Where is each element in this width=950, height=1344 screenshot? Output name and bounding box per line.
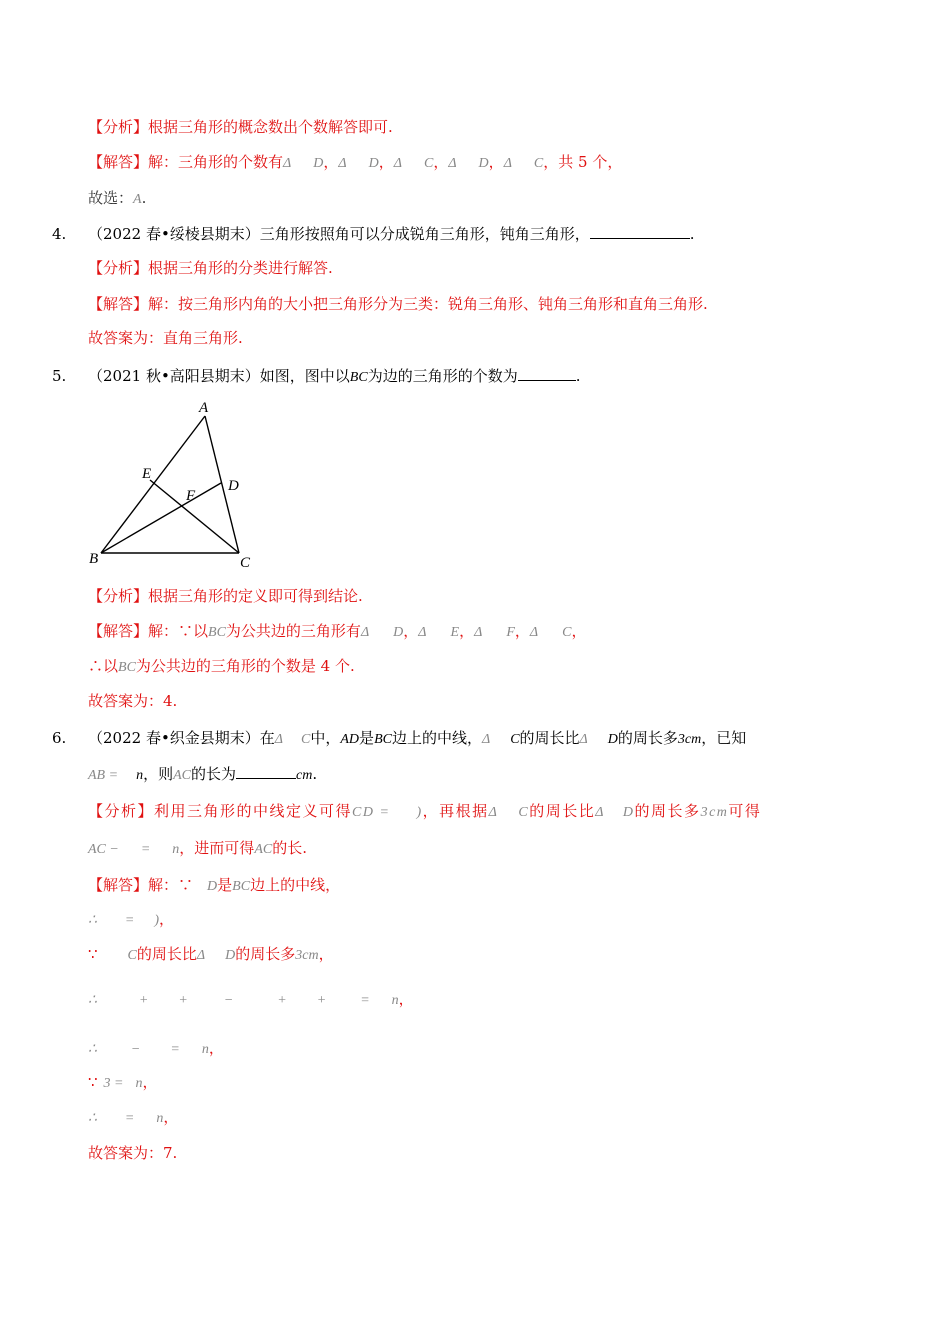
math-symbol: Δ bbox=[338, 156, 347, 171]
analysis-text: 根据三角形的定义即可得到结论. bbox=[148, 587, 363, 605]
answer-text: 边上的中线， bbox=[250, 876, 341, 894]
question-text bbox=[88, 224, 695, 244]
answer-text: 为公共边的三角形的个数是 4 个. bbox=[135, 657, 355, 675]
math-symbol: cm bbox=[295, 768, 313, 783]
question-body: 的长为 bbox=[190, 765, 236, 783]
math-symbol: = bbox=[140, 842, 151, 857]
math-symbol: − bbox=[223, 993, 234, 1008]
math-symbol: BC bbox=[349, 370, 368, 385]
math-symbol: F bbox=[506, 625, 515, 640]
separator: ， bbox=[142, 1073, 158, 1091]
math-symbol: AC − bbox=[88, 842, 119, 857]
separator: ， bbox=[433, 153, 449, 171]
question-body: 为边的三角形的个数为 bbox=[367, 367, 518, 385]
label-F: F bbox=[186, 488, 196, 504]
separator: ， bbox=[378, 153, 394, 171]
math-symbol: Δ bbox=[448, 156, 457, 171]
math-symbol: Δ bbox=[488, 805, 499, 820]
analysis-line bbox=[88, 586, 363, 606]
solution-step-7 bbox=[88, 1107, 178, 1129]
label-E: E bbox=[142, 466, 152, 482]
analysis-tag: 【分析】 bbox=[88, 118, 149, 136]
question-body: （2021 秋•高阳县期末）如图，图中以 bbox=[88, 367, 350, 385]
math-symbol: ∴ bbox=[88, 913, 97, 928]
question-body: 的周长比 bbox=[519, 729, 580, 747]
answer-tag: 【解答】 bbox=[88, 876, 149, 894]
analysis-text: ，再根据 bbox=[422, 802, 489, 820]
question-number: 4. bbox=[52, 225, 67, 243]
math-symbol: ) bbox=[416, 805, 423, 820]
math-symbol: C bbox=[127, 948, 137, 963]
math-symbol: 3cm bbox=[700, 805, 729, 820]
answer-text: ∵ bbox=[88, 945, 98, 963]
separator: ， bbox=[398, 990, 414, 1008]
math-symbol: Δ bbox=[360, 625, 370, 640]
math-symbol: n bbox=[156, 1111, 164, 1126]
math-symbol: C bbox=[510, 732, 520, 747]
edge-AB bbox=[101, 416, 205, 553]
question-end: . bbox=[575, 367, 581, 385]
math-symbol: Δ bbox=[196, 948, 206, 963]
answer-blank bbox=[590, 224, 690, 239]
math-symbol: + bbox=[277, 993, 287, 1008]
analysis-text: 的长. bbox=[272, 839, 307, 857]
math-symbol: = bbox=[170, 1042, 180, 1057]
math-symbol: n bbox=[391, 993, 399, 1008]
math-symbol: BC bbox=[232, 879, 251, 894]
question-body: ，则 bbox=[143, 765, 174, 783]
math-symbol: D bbox=[368, 156, 379, 171]
math-symbol: n bbox=[172, 842, 180, 857]
analysis-line-cont bbox=[88, 838, 307, 860]
answer-blank bbox=[518, 366, 576, 381]
math-symbol: C bbox=[301, 732, 311, 747]
separator: ， bbox=[403, 622, 419, 640]
math-symbol: C bbox=[423, 156, 434, 171]
question-body: 边上的中线， bbox=[391, 729, 482, 747]
answer-tag: 【解答】 bbox=[88, 622, 149, 640]
answer-text: ∴以 bbox=[88, 657, 119, 675]
answer-line bbox=[88, 294, 708, 314]
math-symbol: BC bbox=[208, 625, 226, 640]
answer-line bbox=[88, 152, 622, 174]
math-symbol: 3 = bbox=[103, 1076, 124, 1091]
question-body: 中， bbox=[310, 729, 341, 747]
math-symbol: D bbox=[607, 732, 618, 747]
answer-text: 解：∵以 bbox=[148, 622, 209, 640]
math-symbol: C bbox=[562, 625, 572, 640]
choice-prefix: 故选： bbox=[88, 189, 134, 207]
math-symbol: ∴ bbox=[88, 993, 97, 1008]
choice-letter: A bbox=[133, 192, 142, 207]
solution-step-4 bbox=[88, 989, 414, 1011]
analysis-tag: 【分析】 bbox=[88, 259, 149, 277]
label-A: A bbox=[199, 400, 209, 416]
label-B: B bbox=[89, 551, 99, 567]
choice-end: . bbox=[141, 189, 147, 207]
analysis-text: ，进而可得 bbox=[179, 839, 255, 857]
label-D: D bbox=[228, 478, 239, 494]
answer-text: 的周长多 bbox=[235, 945, 296, 963]
final-answer: 故答案为：7. bbox=[88, 1144, 178, 1162]
analysis-tag: 【分析】 bbox=[88, 802, 155, 820]
math-symbol: Δ bbox=[418, 625, 427, 640]
math-symbol: Δ bbox=[393, 156, 402, 171]
answer-text: 的周长比 bbox=[136, 945, 197, 963]
math-symbol: n bbox=[201, 1042, 209, 1057]
question-text-cont bbox=[88, 764, 317, 786]
label-C: C bbox=[240, 555, 251, 571]
math-symbol: 3cm bbox=[677, 732, 702, 747]
answer-text: 是 bbox=[217, 876, 233, 894]
math-symbol: + bbox=[138, 993, 149, 1008]
math-symbol: D bbox=[313, 156, 324, 171]
answer-text: ，共 5 个， bbox=[543, 153, 623, 171]
math-symbol: AD bbox=[340, 732, 360, 747]
math-symbol: Δ bbox=[579, 732, 588, 747]
answer-text: 解：按三角形内角的大小把三角形分为三类：锐角三角形、钝角三角形和直角三角形. bbox=[148, 295, 708, 313]
math-symbol: Δ bbox=[503, 156, 512, 171]
math-symbol: D bbox=[225, 948, 236, 963]
question-number: 5. bbox=[52, 367, 67, 385]
analysis-text: 的周长多 bbox=[634, 802, 701, 820]
math-symbol: BC bbox=[118, 660, 136, 675]
math-symbol: AC bbox=[173, 768, 191, 783]
math-symbol: Δ bbox=[274, 732, 284, 747]
question-body: （2022 春•织金县期末）在 bbox=[88, 729, 275, 747]
analysis-line bbox=[88, 258, 333, 278]
separator: ， bbox=[514, 622, 530, 640]
math-symbol: + bbox=[178, 993, 188, 1008]
separator: ， bbox=[208, 1039, 224, 1057]
question-body: 是 bbox=[359, 729, 375, 747]
math-symbol: C bbox=[533, 156, 544, 171]
math-symbol: ) bbox=[154, 913, 160, 928]
math-symbol: D bbox=[207, 879, 218, 894]
separator: ， bbox=[323, 153, 339, 171]
analysis-text: 利用三角形的中线定义可得 bbox=[154, 802, 353, 820]
question-text bbox=[88, 366, 580, 388]
math-symbol: E bbox=[450, 625, 460, 640]
math-symbol: + bbox=[316, 993, 327, 1008]
math-symbol: n bbox=[135, 1076, 143, 1091]
math-symbol: BC bbox=[374, 732, 392, 747]
math-symbol: Δ bbox=[595, 805, 605, 820]
math-symbol: C bbox=[518, 805, 530, 820]
answer-tag: 【解答】 bbox=[88, 295, 149, 313]
math-symbol: Δ bbox=[283, 156, 292, 171]
solution-step-3 bbox=[88, 944, 334, 966]
analysis-line bbox=[88, 801, 761, 823]
analysis-line bbox=[88, 117, 393, 137]
math-symbol: AB = bbox=[88, 768, 119, 783]
answer-text: 解：三角形的个数有 bbox=[148, 153, 284, 171]
separator: ， bbox=[163, 1108, 179, 1126]
separator: ， bbox=[488, 153, 504, 171]
answer-line bbox=[88, 621, 586, 643]
math-symbol: Δ bbox=[481, 732, 491, 747]
separator: ， bbox=[159, 910, 175, 928]
final-answer: 故答案为：直角三角形. bbox=[88, 329, 243, 347]
math-symbol: AC bbox=[254, 842, 273, 857]
math-symbol: Δ bbox=[529, 625, 539, 640]
math-symbol: = bbox=[124, 913, 135, 928]
answer-tag: 【解答】 bbox=[88, 153, 149, 171]
math-symbol: = bbox=[360, 993, 370, 1008]
solution-step-2 bbox=[88, 909, 174, 931]
analysis-text: 根据三角形的分类进行解答. bbox=[148, 259, 333, 277]
question-body: 的周长多 bbox=[617, 729, 678, 747]
question-text bbox=[88, 728, 746, 750]
final-answer: 故答案为：4. bbox=[88, 692, 178, 710]
separator: ， bbox=[571, 622, 587, 640]
answer-text: 为公共边的三角形有 bbox=[225, 622, 361, 640]
math-symbol: CD = bbox=[352, 805, 391, 820]
math-symbol: Δ bbox=[474, 625, 483, 640]
solution-step-1 bbox=[88, 875, 340, 897]
question-end: . bbox=[689, 225, 695, 243]
analysis-text: 根据三角形的概念数出个数解答即可. bbox=[148, 118, 393, 136]
math-symbol: = bbox=[124, 1111, 135, 1126]
analysis-text: 的周长比 bbox=[529, 802, 596, 820]
choice-line bbox=[88, 188, 146, 210]
question-end: . bbox=[312, 765, 318, 783]
answer-text: 解：∵ bbox=[148, 876, 194, 894]
separator: ， bbox=[459, 622, 475, 640]
solution-step-6 bbox=[88, 1072, 158, 1094]
triangle-figure bbox=[86, 395, 266, 573]
separator: ， bbox=[318, 945, 334, 963]
math-symbol: 3cm bbox=[295, 948, 319, 963]
math-symbol: n bbox=[136, 768, 144, 783]
math-symbol: − bbox=[130, 1042, 141, 1057]
analysis-text: 可得 bbox=[728, 802, 762, 820]
answer-blank bbox=[236, 764, 296, 779]
math-symbol: D bbox=[622, 805, 635, 820]
question-body: ，已知 bbox=[701, 729, 747, 747]
question-number: 6. bbox=[52, 729, 67, 747]
solution-step-5 bbox=[88, 1038, 224, 1060]
math-symbol: ∴ bbox=[88, 1111, 97, 1126]
answer-text: ∵ bbox=[88, 1073, 98, 1091]
math-symbol: D bbox=[393, 625, 404, 640]
question-body: （2022 春•绥棱县期末）三角形按照角可以分成锐角三角形，钝角三角形， bbox=[88, 225, 590, 243]
analysis-tag: 【分析】 bbox=[88, 587, 149, 605]
math-symbol: ∴ bbox=[88, 1042, 97, 1057]
conclusion-line bbox=[88, 656, 355, 678]
math-symbol: D bbox=[478, 156, 489, 171]
segment-BD bbox=[101, 483, 221, 553]
